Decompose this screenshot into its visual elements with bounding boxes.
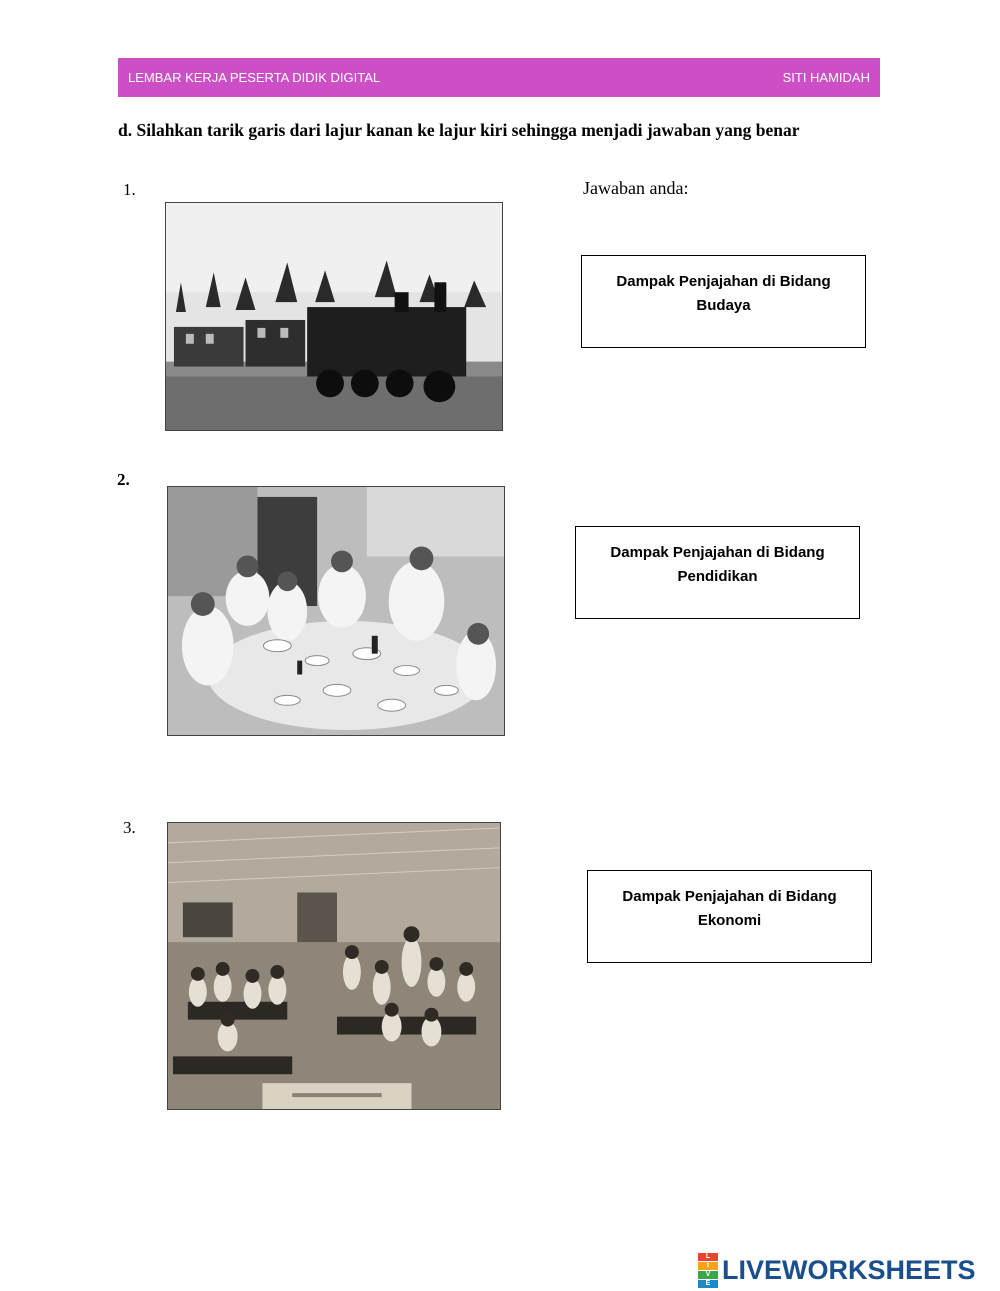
logo-mark-v: V <box>698 1271 718 1279</box>
answer-box-line1: Dampak Penjajahan di Bidang <box>616 273 831 290</box>
logo-mark-icon <box>698 1253 718 1288</box>
instruction-body: . Silahkan tarik garis dari lajur kanan ke lajur kiri sehingga menjadi jawaban yang benar <box>127 120 800 140</box>
answer-label: Jawaban anda: <box>583 178 689 198</box>
answer-box-ekonomi[interactable] <box>587 870 872 963</box>
header-bar <box>118 58 880 97</box>
answer-box-line2: Pendidikan <box>677 568 758 585</box>
item-number-3: 3. <box>123 818 136 837</box>
colonial-classroom-photo <box>167 822 501 1110</box>
logo-mark-i: I <box>698 1262 718 1270</box>
item-number-2: 2. <box>117 470 130 489</box>
answer-box-line1: Dampak Penjajahan di Bidang <box>610 544 825 561</box>
header-title: LEMBAR KERJA PESERTA DIDIK DIGITAL <box>128 70 381 85</box>
logo-mark-e: E <box>698 1280 718 1288</box>
instruction-text <box>118 120 898 141</box>
answer-box-line1: Dampak Penjajahan di Bidang <box>622 888 837 905</box>
liveworksheets-logo <box>698 1252 976 1288</box>
answer-box-line2: Ekonomi <box>697 912 762 929</box>
item-number-1: 1. <box>123 180 136 199</box>
logo-text: LIVEWORKSHEETS <box>722 1254 976 1285</box>
answer-box-pendidikan[interactable] <box>575 526 860 619</box>
logo-mark-l: L <box>698 1253 718 1261</box>
header-author: SITI HAMIDAH <box>782 70 870 85</box>
steam-train-photo <box>165 202 503 431</box>
answer-box-budaya[interactable] <box>581 255 866 348</box>
answer-box-line2: Budaya <box>696 297 751 314</box>
instruction-prefix: d <box>118 120 128 140</box>
colonial-family-dining-photo <box>167 486 505 736</box>
